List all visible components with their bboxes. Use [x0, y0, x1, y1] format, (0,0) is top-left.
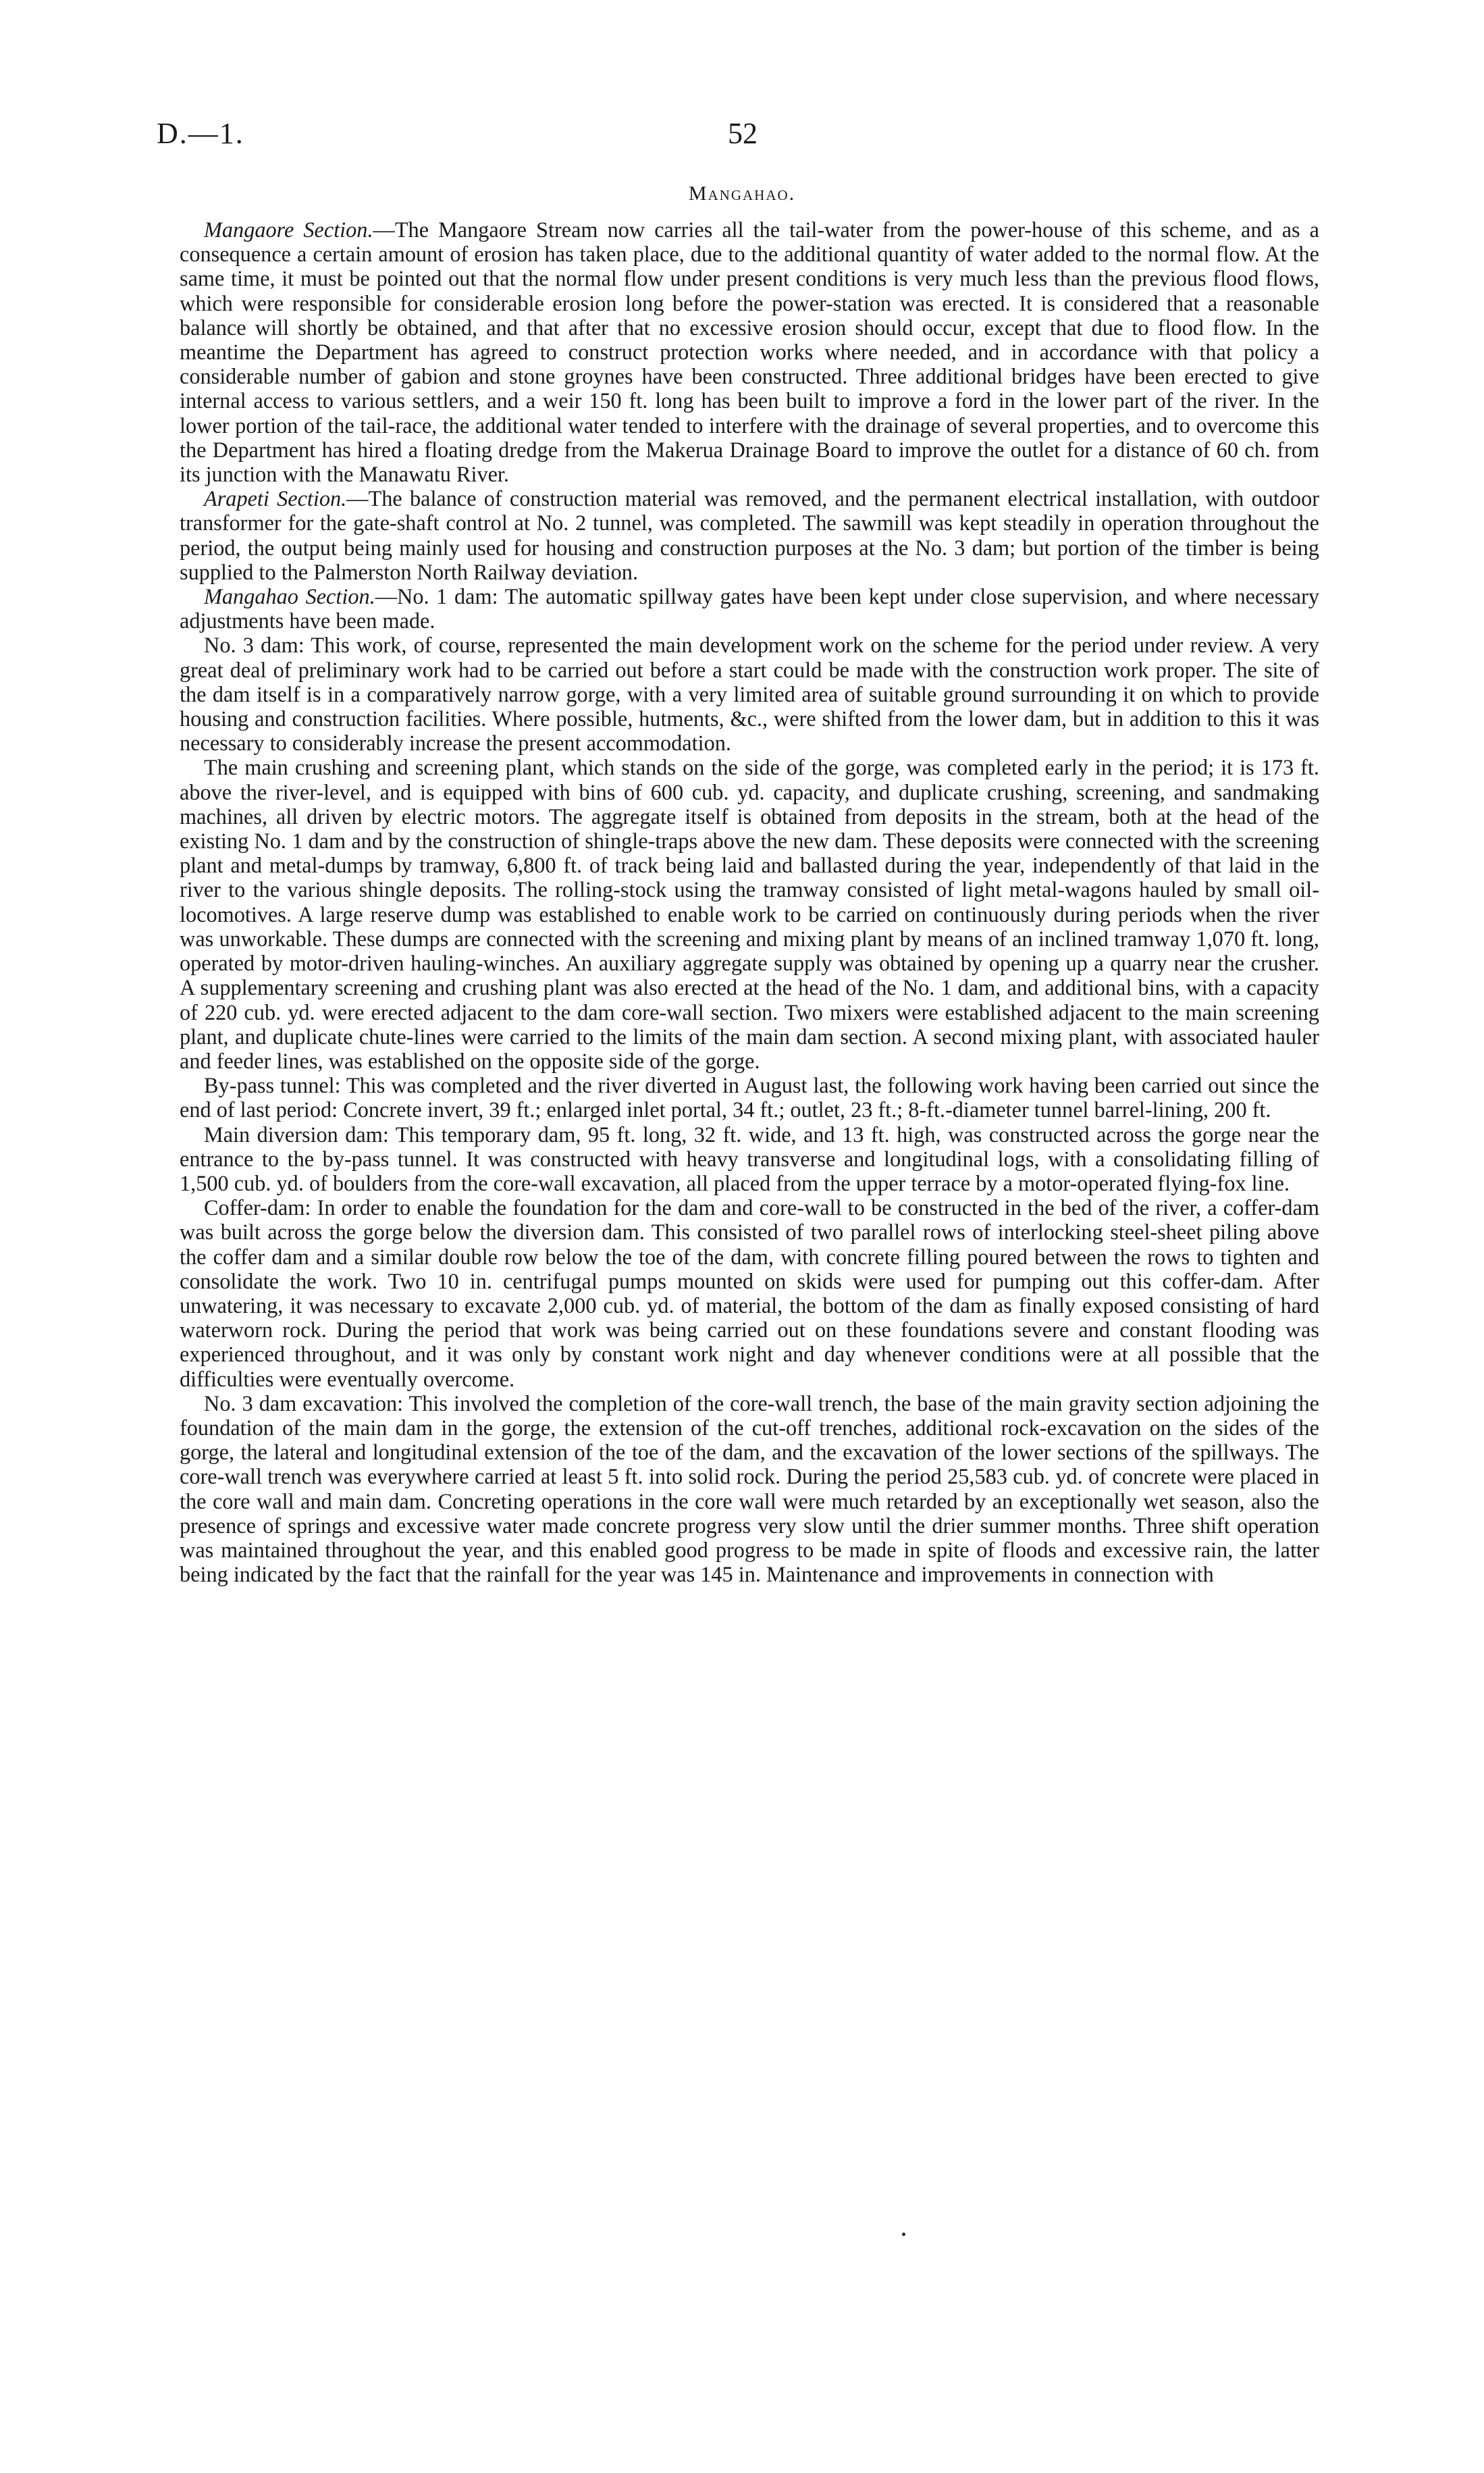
paragraph-lead: Arapeti Section. — [204, 486, 347, 511]
page-number: 52 — [728, 117, 758, 150]
paragraph-text: Coffer-dam: In order to enable the foundation for the dam and core-wall to be constructed in the bed of the river, a coffer-dam was built across the gorge below the diversion dam. This consisted of two parallel rows of interlocking steel-sheet piling above the coffer dam and a similar double row below the toe of the dam, with concrete filling poured between the rows to tighten and consolidate the work. Two 10 in. centrifugal pumps mounted on skids were used for pumping out this coffer-dam. After unwatering, it was necessary to excavate 2,000 cub. yd. of material, the bottom of the dam as finally exposed consisting of hard waterworn rock. During the period that work was being carried out on these foundations severe and constant flooding was experienced throughout, and it was only by constant work night and day whenever conditions were at all possible that the difficulties were eventually overcome. — [180, 1195, 1319, 1391]
page-ref: D.—1. — [157, 117, 244, 150]
paragraph-text: —The Mangaore Stream now carries all the tail-water from the power-house of this scheme, and as a consequence a certain amount of erosion has taken place, due to the additional quantity of water added to the normal flow. At the same time, it must be pointed out that the normal flow under present conditions is very much less than the previous flood flows, which were responsible for considerable erosion long before the power-station was erected. It is considered that a reasonable balance will shortly be obtained, and that after that no excessive erosion should occur, except that due to flood flow. In the meantime the Department has agreed to construct protection works where needed, and in accordance with that policy a considerable number of gabion and stone groynes have been constructed. Three additional bridges have been erected to give internal access to various settlers, and a weir 150 ft. long has been built to improve a ford in the lower part of the river. In the lower portion of the tail-race, the additional water tended to interfere with the drainage of several properties, and to overcome this the Department has hired a floating dredge from the Makerua Drainage Board to improve the outlet for a distance of 60 ch. from its junction with the Manawatu River. — [180, 217, 1319, 487]
paragraph-diversion-dam — [180, 1122, 1319, 1196]
paragraph-text: —No. 1 dam: The automatic spillway gates have been kept under close supervision, and where necessary adjustments have been made. — [180, 584, 1319, 633]
paragraph-mangahao — [180, 584, 1319, 633]
paragraph-text: The main crushing and screening plant, which stands on the side of the gorge, was completed early in the period; it is 173 ft. above the river-level, and is equipped with bins of 600 cub. yd. capacity, and duplicate crushing, screening, and sandmaking machines, all driven by electric motors. The aggregate itself is obtained from deposits in the stream, both at the head of the existing No. 1 dam and by the construction of shingle-traps above the new dam. These deposits were connected with the screening plant and metal-dumps by tramway, 6,800 ft. of track being laid and ballasted during the year, independently of that laid in the river to the various shingle deposits. The rolling-stock using the tramway consisted of light metal-wagons hauled by small oil-locomotives. A large reserve dump was established to enable work to be carried on continuously during periods when the river was unworkable. These dumps are connected with the screening and mixing plant by means of an inclined tramway 1,070 ft. long, operated by motor-driven hauling-winches. An auxiliary aggregate supply was obtained by opening up a quarry near the crusher. A supplementary screening and crushing plant was also erected at the head of the No. 1 dam, and additional bins, with a capacity of 220 cub. yd. were erected adjacent to the dam core-wall section. Two mixers were established adjacent to the main screening plant, and duplicate chute-lines were carried to the limits of the main dam section. A second mixing plant, with associated hauler and feeder lines, was established on the opposite side of the gorge. — [180, 755, 1319, 1073]
body-text — [180, 217, 1319, 1586]
paragraph-mangaore — [180, 217, 1319, 486]
paragraph-text: No. 3 dam: This work, of course, represented the main development work on the scheme for the period under review. A very great deal of preliminary work had to be carried out before a start could be made with the construction work proper. The site of the dam itself is in a comparatively narrow gorge, with a very limited area of suitable ground surrounding it on which to provide housing and construction facilities. Where possible, hutments, &c., were shifted from the lower dam, but in addition to this it was necessary to considerably increase the present accommodation. — [180, 633, 1319, 756]
paragraph-coffer-dam — [180, 1195, 1319, 1391]
paragraph-lead: Mangahao Section. — [204, 584, 375, 609]
paragraph-no3-dam — [180, 633, 1319, 755]
paragraph-crushing-plant — [180, 755, 1319, 1073]
section-title: Mangahao. — [688, 182, 796, 205]
paragraph-text: No. 3 dam excavation: This involved the completion of the core-wall trench, the base of the main gravity section adjoining the foundation of the main dam in the gorge, the extension of the cut-off trenches, additional rock-excavation on the sides of the gorge, the lateral and longitudinal extension of the toe of the dam, and the excavation of the lower sections of the spillways. The core-wall trench was everywhere carried at least 5 ft. into solid rock. During the period 25,583 cub. yd. of concrete were placed in the core wall and main dam. Concreting operations in the core wall were much retarded by an exceptionally wet season, also the presence of springs and excessive water made concrete progress very slow until the drier summer months. Three shift operation was maintained throughout the year, and this enabled good progress to be made in spite of floods and excessive rain, the latter being indicated by the fact that the rainfall for the year was 145 in. Maintenance and improvements in connection with — [180, 1390, 1319, 1587]
paragraph-lead: Mangaore Section. — [204, 217, 373, 242]
paragraph-bypass-tunnel — [180, 1073, 1319, 1122]
paragraph-arapeti — [180, 486, 1319, 584]
paragraph-text: —The balance of construction material was removed, and the permanent electrical installation, with outdoor transformer for the gate-shaft control at No. 2 tunnel, was completed. The sawmill was kept steadily in operation throughout the period, the output being mainly used for housing and construction purposes at the No. 3 dam; but portion of the timber is being supplied to the Palmerston North Railway deviation. — [180, 486, 1319, 584]
paragraph-dam-excavation — [180, 1391, 1319, 1587]
paragraph-text: Main diversion dam: This temporary dam, 95 ft. long, 32 ft. wide, and 13 ft. high, was constructed across the gorge near the entrance to the by-pass tunnel. It was constructed with heavy transverse and longitudinal logs, with a consolidating filling of 1,500 cub. yd. of boulders from the core-wall excavation, all placed from the upper terrace by a motor-operated flying-fox line. — [180, 1122, 1319, 1195]
page-mark — [902, 2233, 905, 2236]
paragraph-text: By-pass tunnel: This was completed and the river diverted in August last, the following work having been carried out since the end of last period: Concrete invert, 39 ft.; enlarged inlet portal, 34 ft.; outlet, 23 ft.; 8-ft.-diameter tunnel barrel-lining, 200 ft. — [180, 1073, 1319, 1122]
